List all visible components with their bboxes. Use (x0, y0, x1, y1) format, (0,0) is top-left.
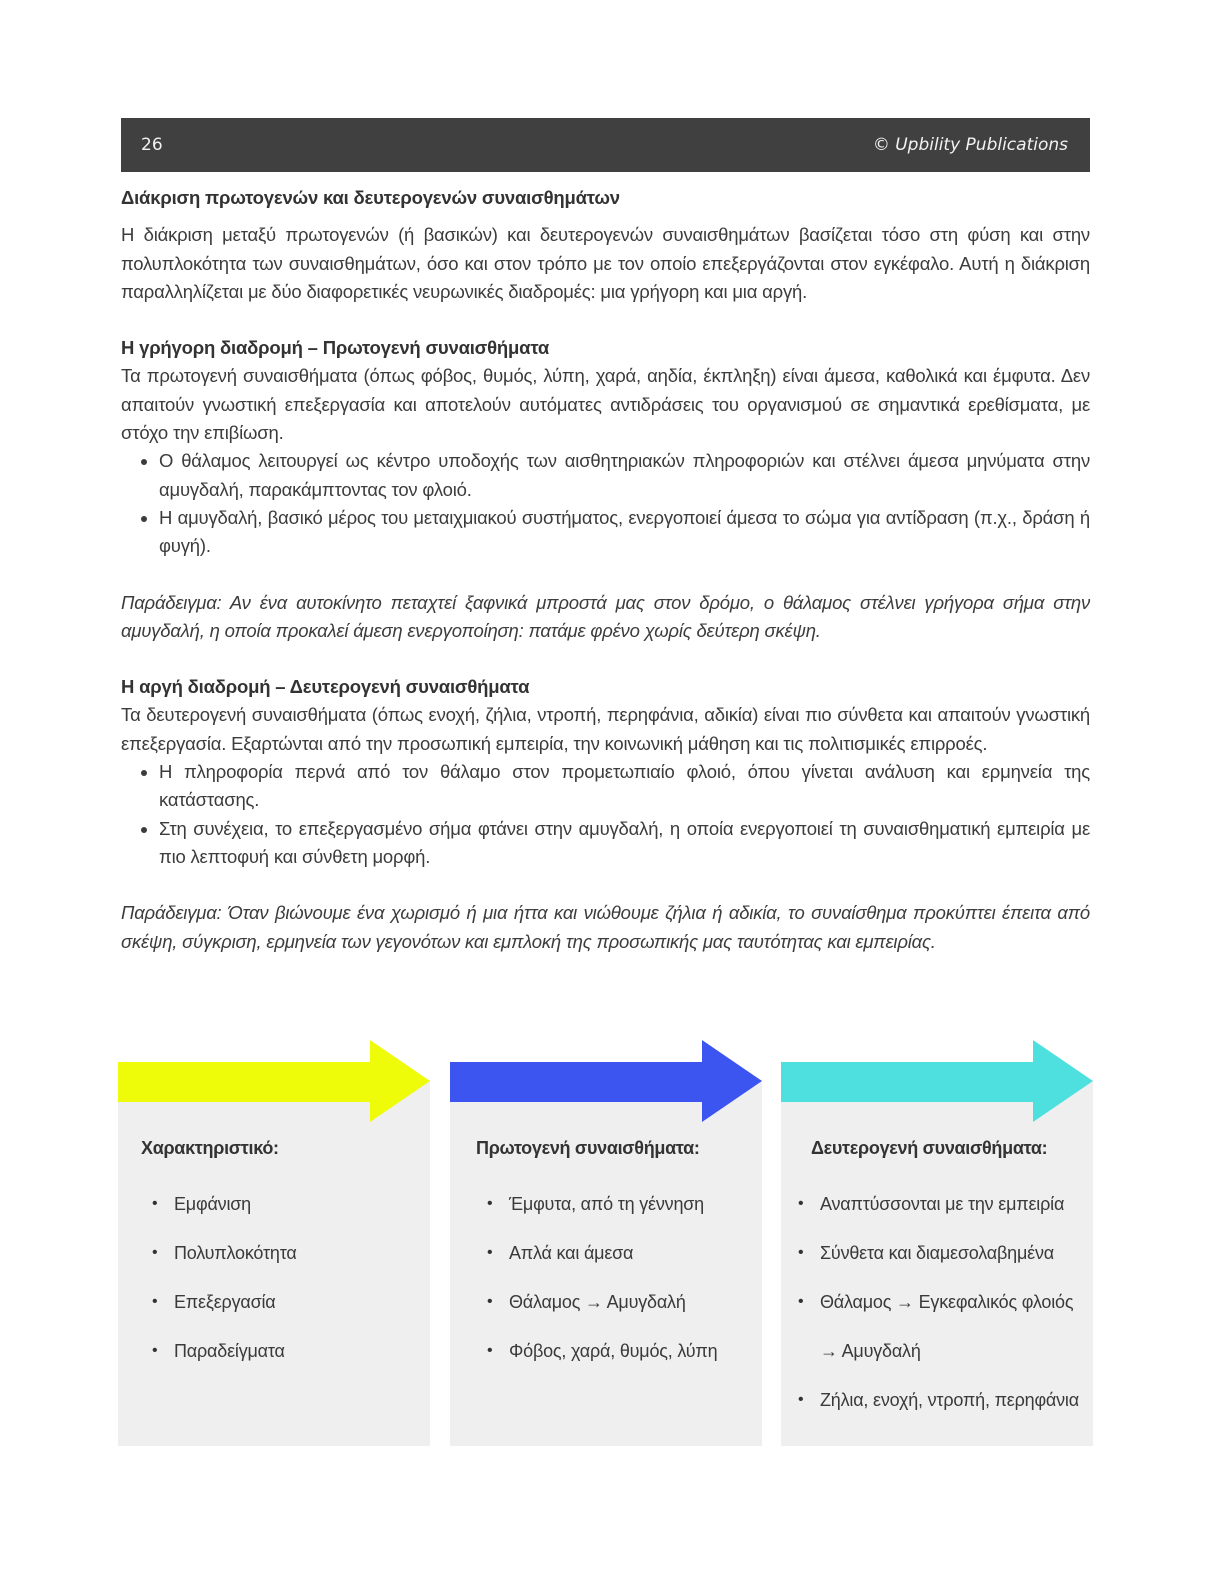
secondary-list (798, 1183, 1079, 1428)
slow-route-heading: Η αργή διαδρομή – Δευτερογενή συναισθήματα (121, 676, 530, 698)
list-item: • Επεξεργασία (152, 1281, 297, 1330)
yellow-arrow-icon (118, 1040, 430, 1122)
list-item: • Παραδείγματα (152, 1330, 297, 1379)
list-item: • Έμφυτα, από τη γέννηση (487, 1183, 717, 1232)
primary-list (487, 1183, 717, 1379)
list-item: • Πολυπλοκότητα (152, 1232, 297, 1281)
list-item: • Εμφάνιση (152, 1183, 297, 1232)
characteristic-list (152, 1183, 297, 1379)
primary-column-title: Πρωτογενή συναισθήματα: (476, 1138, 700, 1158)
secondary-column-title: Δευτερογενή συναισθήματα: (811, 1138, 1048, 1158)
list-item: • Θάλαμος → Αμυγδαλή (487, 1281, 717, 1330)
list-item: • Θάλαμος → Εγκεφαλικός φλοιός (798, 1281, 1079, 1330)
blue-arrow-icon (450, 1040, 762, 1122)
list-item: • Ζήλια, ενοχή, ντροπή, περηφάνια (798, 1379, 1079, 1428)
characteristic-column-title: Χαρακτηριστικό: (141, 1138, 279, 1158)
list-item: • Η πληροφορία περνά από τον θάλαμο στον προμετωπιαίο φλοιό, όπου γίνεται ανάλυση και ερμηνεία της κατάστασης. (159, 758, 1090, 815)
document-body (121, 184, 1090, 956)
list-item: • Στη συνέχεια, το επεξεργασμένο σήμα φτάνει στην αμυγδαλή, η οποία ενεργοποιεί τη συναισθηματική εμπειρία με πιο λεπτοφυή και σύνθετη μορφή. (159, 815, 1090, 872)
slow-route-bullets (121, 758, 1090, 871)
list-item: • Αναπτύσσονται με την εμπειρία (798, 1183, 1079, 1232)
fast-route-paragraph: Τα πρωτογενή συναισθήματα (όπως φόβος, θυμός, λύπη, χαρά, αηδία, έκπληξη) είναι άμεσα, καθολικά και έμφυτα. Δεν απαιτούν γνωστική επεξεργασία και αποτελούν αυτόματες αντιδράσεις του οργανισμού σε σημαντικά ερεθίσματα, με στόχο την επιβίωση. (121, 365, 1090, 444)
fast-route-heading: Η γρήγορη διαδρομή – Πρωτογενή συναισθήματα (121, 337, 550, 359)
list-item: • Η αμυγδαλή, βασικό μέρος του μεταιχμιακού συστήματος, ενεργοποιεί άμεσα το σώμα για αντίδραση (π.χ., δράση ή φυγή). (159, 504, 1090, 561)
cyan-arrow-icon (781, 1040, 1093, 1122)
slow-route-example: Παράδειγμα: Όταν βιώνουμε ένα χωρισμό ή μια ήττα και νιώθουμε ζήλια ή αδικία, το συναίσθημα προκύπτει έπειτα από σκέψη, σύγκριση, ερμηνεία των γεγονότων και εμπλοκή της προσωπικής μας ταυτότητας και εμπειρίας. (121, 902, 1090, 952)
page-header-bar (121, 118, 1090, 172)
list-item: • Φόβος, χαρά, θυμός, λύπη (487, 1330, 717, 1379)
list-item: • Σύνθετα και διαμεσολαβημένα (798, 1232, 1079, 1281)
fast-route-example: Παράδειγμα: Αν ένα αυτοκίνητο πεταχτεί ξαφνικά μπροστά μας στον δρόμο, ο θάλαμος στέλνει γρήγορα σήμα στην αμυγδαλή, η οποία προκαλεί άμεση ενεργοποίηση: πατάμε φρένο χωρίς δεύτερη σκέψη. (121, 591, 1090, 641)
intro-paragraph: Η διάκριση μεταξύ πρωτογενών (ή βασικών) και δευτερογενών συναισθημάτων βασίζεται τόσο στη φύση και στην πολυπλοκότητα των συναισθημάτων, όσο και στον τρόπο με τον οποίο επεξεργάζονται στον εγκέφαλο. Αυτή η διάκριση παραλληλίζεται με δύο διαφορετικές νευρωνικές διαδρομές: μια γρήγορη και μια αργή. (121, 224, 1090, 302)
section-title: Διάκριση πρωτογενών και δευτερογενών συναισθημάτων (121, 187, 620, 208)
slow-route-paragraph: Τα δευτερογενή συναισθήματα (όπως ενοχή, ζήλια, ντροπή, περηφάνια, αδικία) είναι πιο σύνθετα και απαιτούν γνωστική επεξεργασία. Εξαρτώνται από την προσωπική εμπειρία, την κοινωνική μάθηση και τις πολιτισμικές επιρροές. (121, 704, 1090, 754)
list-item: • Ο θάλαμος λειτουργεί ως κέντρο υποδοχής των αισθητηριακών πληροφοριών και στέλνει άμεσα μηνύματα στην αμυγδαλή, παρακάμπτοντας τον φλοιό. (159, 447, 1090, 504)
fast-route-bullets (121, 447, 1090, 560)
page-number: 26 (141, 135, 163, 155)
publisher-credit: © Upbility Publications (872, 135, 1068, 155)
list-item-continuation: → Αμυγδαλή (820, 1341, 921, 1361)
list-item: • Απλά και άμεσα (487, 1232, 717, 1281)
